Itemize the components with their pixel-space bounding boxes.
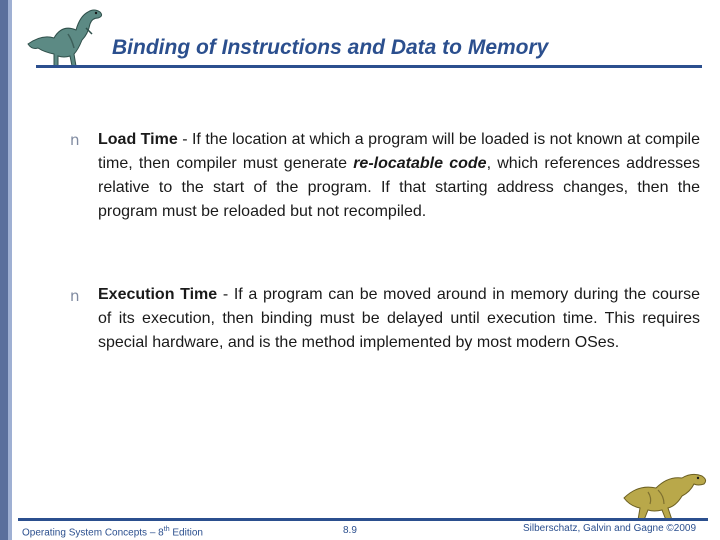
footer-authors: Silberschatz, Galvin and Gagne ©2009: [523, 523, 697, 534]
load-time-text-pre: - If the location at which a program will be loaded is not known at compile time, then compiler must generate: [98, 131, 701, 172]
footer-book-title: Operating System Concepts – 8th Edition: [22, 526, 203, 539]
left-accent-bar-light: [8, 0, 12, 540]
execution-time-text: - If a program can be moved around in memory during the course of its execution, then binding must be delayed until execution time. This requires special hardware, and is the method implemented by most modern OSes.: [98, 286, 700, 351]
left-accent-bar: [0, 0, 8, 540]
footer-divider: [18, 518, 708, 521]
term-load-time: Load Time: [98, 131, 178, 148]
title-divider: [36, 65, 702, 68]
footer-page-number: 8.9: [343, 525, 357, 536]
bullet-execution-time: [98, 283, 700, 355]
bullet-marker: n: [70, 131, 80, 149]
bullet-marker: n: [70, 287, 80, 305]
emphasis-relocatable-code: re-locatable code: [353, 155, 487, 172]
dinosaur-logo-icon: [24, 4, 116, 68]
bullet-load-time: [98, 128, 700, 224]
slide-title: Binding of Instructions and Data to Memory: [112, 36, 549, 59]
dinosaur-footer-icon: [618, 462, 710, 524]
term-execution-time: Execution Time: [98, 286, 218, 303]
load-time-text-post: , which references addresses relative to the start of the program. If that starting address changes, then the program must be reloaded but not recompiled.: [98, 155, 700, 220]
